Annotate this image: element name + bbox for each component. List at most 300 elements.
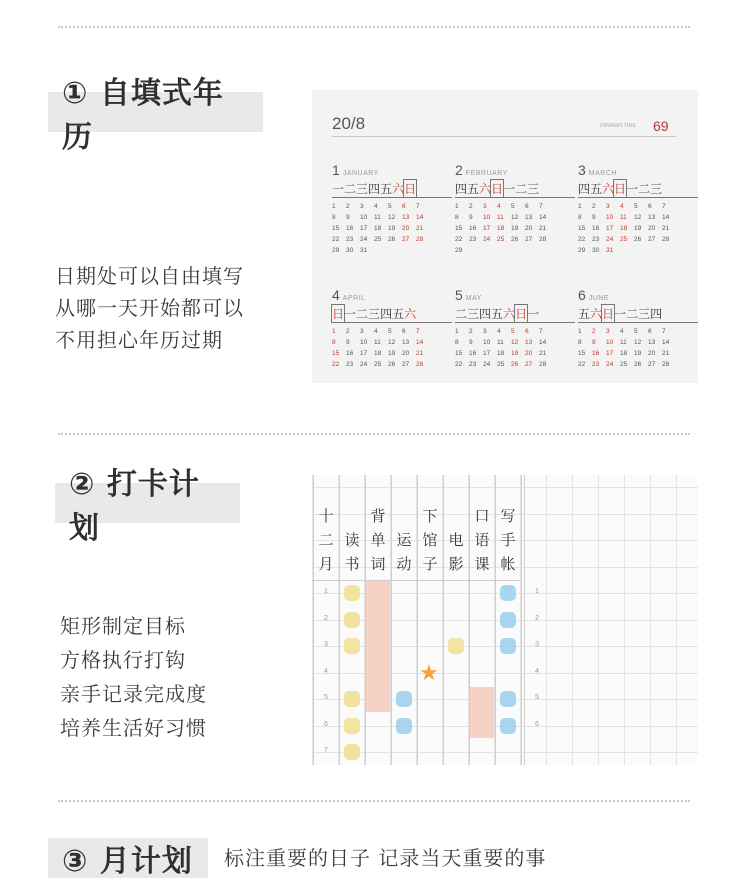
header-divider bbox=[312, 580, 522, 581]
day-number: 10 bbox=[606, 214, 614, 221]
description-line: 培养生活好习惯 bbox=[60, 716, 207, 740]
weekday-label: 一 bbox=[527, 307, 540, 321]
day-number: 1 bbox=[455, 203, 459, 210]
weekday-label: 一 bbox=[503, 182, 516, 196]
header-char: 二 bbox=[318, 532, 334, 549]
calendar-month bbox=[455, 287, 575, 368]
day-number: 27 bbox=[648, 361, 656, 368]
day-number: 5 bbox=[511, 328, 515, 335]
row-number: 3 bbox=[535, 641, 539, 648]
day-grid bbox=[455, 328, 575, 368]
day-number: 11 bbox=[374, 214, 381, 221]
day-number: 10 bbox=[483, 339, 491, 346]
check-mark bbox=[344, 744, 360, 760]
weekday-label: 四 bbox=[479, 307, 492, 321]
header-char bbox=[391, 505, 417, 529]
day-number: 15 bbox=[455, 225, 463, 232]
day-number: 22 bbox=[578, 361, 586, 368]
day-number: 27 bbox=[525, 236, 533, 243]
day-number: 19 bbox=[511, 350, 519, 357]
day-number: 12 bbox=[388, 339, 396, 346]
weekday-label: 五 bbox=[578, 307, 591, 321]
day-number: 28 bbox=[539, 361, 547, 368]
checkin-column-header bbox=[417, 505, 443, 577]
day-number: 11 bbox=[497, 214, 504, 221]
day-number: 11 bbox=[620, 214, 627, 221]
day-number: 4 bbox=[620, 203, 624, 210]
row-number: 6 bbox=[535, 720, 539, 728]
header-char: 单 bbox=[370, 532, 386, 549]
day-number: 14 bbox=[662, 339, 670, 346]
day-number: 31 bbox=[606, 247, 614, 254]
day-number: 24 bbox=[483, 236, 491, 243]
calendar-page-number: 69 bbox=[653, 118, 669, 134]
description-line: 方格执行打钩 bbox=[60, 648, 186, 672]
day-number: 16 bbox=[592, 225, 600, 232]
weekday-label: 五 bbox=[491, 307, 504, 321]
weekday-label: 六 bbox=[404, 307, 417, 321]
day-number: 17 bbox=[606, 350, 614, 357]
weekday-label: 日 bbox=[404, 182, 417, 196]
weekday-label: 二 bbox=[344, 182, 357, 196]
header-char: 语 bbox=[474, 532, 490, 549]
weekday-label: 二 bbox=[638, 182, 651, 196]
header-char: 手 bbox=[500, 532, 516, 549]
day-number: 2 bbox=[469, 328, 473, 335]
day-number: 27 bbox=[648, 236, 656, 243]
header-char: 帐 bbox=[500, 556, 516, 573]
day-number: 18 bbox=[374, 350, 382, 357]
weekday-row bbox=[455, 180, 575, 198]
description-line: 日期处可以自由填写 bbox=[55, 264, 244, 288]
day-number: 13 bbox=[525, 214, 533, 221]
weekday-label: 二 bbox=[356, 307, 369, 321]
check-mark bbox=[500, 612, 516, 628]
checkin-plan-photo bbox=[312, 475, 698, 765]
day-number: 2 bbox=[592, 203, 596, 210]
day-number: 12 bbox=[511, 214, 519, 221]
day-number: 19 bbox=[634, 350, 642, 357]
row-number: 1 bbox=[535, 588, 539, 595]
day-number: 6 bbox=[648, 203, 652, 210]
header-char: 十 bbox=[318, 508, 334, 525]
day-number: 6 bbox=[402, 328, 406, 335]
day-number: 23 bbox=[592, 236, 600, 243]
day-number: 20 bbox=[648, 350, 656, 357]
day-number: 3 bbox=[606, 203, 610, 210]
day-number: 2 bbox=[346, 328, 350, 335]
weekday-label: 六 bbox=[503, 307, 516, 321]
grid-line bbox=[598, 475, 599, 765]
check-mark bbox=[500, 691, 516, 707]
grid-line bbox=[624, 475, 625, 765]
section-description-month: 标注重要的日子 记录当天重要的事 bbox=[224, 846, 547, 870]
day-number: 24 bbox=[606, 361, 614, 368]
day-number: 26 bbox=[388, 236, 396, 243]
day-number: 23 bbox=[346, 361, 354, 368]
day-number: 22 bbox=[455, 361, 463, 368]
day-number: 7 bbox=[416, 328, 420, 335]
weekday-label: 六 bbox=[602, 182, 615, 196]
day-number: 5 bbox=[511, 203, 515, 210]
weekday-label: 一 bbox=[332, 182, 345, 196]
weekday-label: 二 bbox=[626, 307, 639, 321]
calendar-month bbox=[578, 287, 698, 368]
weekday-label: 一 bbox=[626, 182, 639, 196]
day-number: 20 bbox=[648, 225, 656, 232]
day-number: 14 bbox=[416, 214, 424, 221]
day-number: 15 bbox=[455, 350, 463, 357]
day-number: 22 bbox=[578, 236, 586, 243]
row-number: 3 bbox=[324, 641, 328, 648]
day-number: 27 bbox=[402, 361, 410, 368]
header-char: 影 bbox=[448, 556, 464, 573]
day-number: 11 bbox=[374, 339, 381, 346]
weekday-row bbox=[578, 180, 698, 198]
day-number: 25 bbox=[497, 361, 505, 368]
header-char: 读 bbox=[344, 532, 360, 549]
check-mark bbox=[344, 612, 360, 628]
checkin-column-header bbox=[313, 505, 339, 577]
row-number: 2 bbox=[324, 614, 328, 622]
month-header: 6 JUNE bbox=[578, 287, 610, 303]
day-number: 21 bbox=[416, 225, 424, 232]
year-underline bbox=[332, 136, 676, 137]
day-number: 14 bbox=[539, 339, 547, 346]
header-char bbox=[339, 505, 365, 529]
day-number: 8 bbox=[332, 214, 336, 221]
day-number: 27 bbox=[402, 236, 410, 243]
day-number: 20 bbox=[525, 350, 533, 357]
day-number: 22 bbox=[332, 361, 340, 368]
weekday-label: 六 bbox=[479, 182, 492, 196]
day-number: 4 bbox=[497, 203, 501, 210]
day-number: 5 bbox=[388, 328, 392, 335]
day-number: 3 bbox=[360, 203, 364, 210]
grid-line bbox=[312, 487, 698, 488]
day-number: 31 bbox=[360, 247, 368, 254]
day-number: 22 bbox=[332, 236, 340, 243]
day-number: 11 bbox=[620, 339, 627, 346]
day-grid bbox=[332, 203, 452, 254]
day-number: 23 bbox=[592, 361, 600, 368]
day-number: 11 bbox=[497, 339, 504, 346]
day-number: 5 bbox=[634, 203, 638, 210]
weekday-label: 四 bbox=[578, 182, 591, 196]
weekday-label: 六 bbox=[392, 182, 405, 196]
day-number: 9 bbox=[346, 339, 350, 346]
day-number: 3 bbox=[360, 328, 364, 335]
checkin-column-header bbox=[339, 505, 365, 577]
separator bbox=[58, 26, 690, 28]
year-calendar-photo bbox=[312, 90, 698, 383]
day-number: 17 bbox=[360, 225, 368, 232]
day-number: 28 bbox=[416, 236, 424, 243]
day-number: 24 bbox=[483, 361, 491, 368]
day-number: 30 bbox=[592, 247, 600, 254]
weekday-label: 五 bbox=[392, 307, 405, 321]
day-number: 3 bbox=[606, 328, 610, 335]
day-number: 8 bbox=[578, 339, 582, 346]
day-number: 13 bbox=[648, 214, 656, 221]
day-number: 21 bbox=[662, 350, 670, 357]
day-number: 10 bbox=[483, 214, 491, 221]
check-mark bbox=[344, 718, 360, 734]
separator bbox=[58, 800, 690, 802]
day-number: 8 bbox=[455, 339, 459, 346]
day-number: 6 bbox=[648, 328, 652, 335]
day-number: 29 bbox=[332, 247, 340, 254]
day-number: 7 bbox=[539, 328, 543, 335]
weekday-label: 六 bbox=[590, 307, 603, 321]
weekday-row bbox=[332, 305, 452, 323]
header-char: 动 bbox=[396, 556, 412, 573]
day-number: 25 bbox=[620, 236, 628, 243]
header-char: 下 bbox=[422, 508, 438, 525]
day-number: 4 bbox=[497, 328, 501, 335]
day-number: 15 bbox=[332, 350, 340, 357]
grid-line bbox=[676, 475, 677, 765]
day-number: 12 bbox=[511, 339, 519, 346]
month-header: 3 MARCH bbox=[578, 162, 617, 178]
day-number: 16 bbox=[346, 225, 354, 232]
day-number: 15 bbox=[578, 350, 586, 357]
day-number: 26 bbox=[511, 236, 519, 243]
day-number: 26 bbox=[634, 236, 642, 243]
day-number: 15 bbox=[332, 225, 340, 232]
checkin-column-header bbox=[469, 505, 495, 577]
weekday-label: 一 bbox=[614, 307, 627, 321]
day-number: 9 bbox=[469, 339, 473, 346]
day-number: 2 bbox=[469, 203, 473, 210]
day-number: 27 bbox=[525, 361, 533, 368]
header-char: 电 bbox=[448, 532, 464, 549]
header-char: 运 bbox=[396, 532, 412, 549]
day-number: 19 bbox=[634, 225, 642, 232]
day-number: 7 bbox=[662, 328, 666, 335]
weekday-label: 五 bbox=[467, 182, 480, 196]
day-number: 14 bbox=[539, 214, 547, 221]
row-number: 6 bbox=[324, 720, 328, 728]
day-grid bbox=[578, 328, 698, 368]
day-number: 8 bbox=[332, 339, 336, 346]
section-description-checkin bbox=[60, 609, 207, 745]
weekday-label: 三 bbox=[368, 307, 381, 321]
day-number: 15 bbox=[578, 225, 586, 232]
day-number: 2 bbox=[592, 328, 596, 335]
checkin-column-header bbox=[443, 505, 469, 577]
day-number: 24 bbox=[360, 361, 368, 368]
description-line: 从哪一天开始都可以 bbox=[55, 296, 244, 320]
checkin-column-header bbox=[495, 505, 521, 577]
day-number: 19 bbox=[388, 225, 396, 232]
weekday-label: 一 bbox=[344, 307, 357, 321]
day-number: 28 bbox=[662, 236, 670, 243]
weekday-label: 日 bbox=[515, 307, 528, 321]
day-number: 26 bbox=[511, 361, 519, 368]
day-number: 25 bbox=[374, 236, 382, 243]
day-number: 21 bbox=[539, 225, 547, 232]
header-char: 课 bbox=[474, 556, 490, 573]
header-char: 月 bbox=[318, 556, 334, 573]
day-number: 1 bbox=[332, 203, 336, 210]
calendar-month bbox=[332, 162, 452, 254]
day-number: 26 bbox=[388, 361, 396, 368]
day-number: 5 bbox=[388, 203, 392, 210]
day-number: 28 bbox=[416, 361, 424, 368]
weekday-label: 二 bbox=[455, 307, 468, 321]
weekday-label: 三 bbox=[527, 182, 540, 196]
day-number: 21 bbox=[416, 350, 424, 357]
day-number: 14 bbox=[416, 339, 424, 346]
day-number: 8 bbox=[455, 214, 459, 221]
weekday-row bbox=[455, 305, 575, 323]
day-number: 20 bbox=[402, 225, 410, 232]
section-description-calendar bbox=[55, 260, 244, 356]
header-char: 口 bbox=[474, 508, 490, 525]
day-number: 16 bbox=[346, 350, 354, 357]
day-number: 29 bbox=[455, 247, 463, 254]
day-number: 7 bbox=[416, 203, 420, 210]
day-number: 7 bbox=[662, 203, 666, 210]
header-char: 词 bbox=[370, 556, 386, 573]
day-number: 22 bbox=[455, 236, 463, 243]
day-number: 26 bbox=[634, 361, 642, 368]
day-number: 17 bbox=[483, 225, 491, 232]
day-number: 2 bbox=[346, 203, 350, 210]
progress-bar bbox=[470, 687, 494, 738]
day-number: 29 bbox=[578, 247, 586, 254]
day-number: 20 bbox=[525, 225, 533, 232]
weekday-label: 日 bbox=[491, 182, 504, 196]
day-number: 13 bbox=[525, 339, 533, 346]
header-char: 馆 bbox=[422, 532, 438, 549]
weekday-label: 三 bbox=[650, 182, 663, 196]
day-number: 23 bbox=[346, 236, 354, 243]
grid-line bbox=[312, 752, 698, 753]
weekday-row bbox=[578, 305, 698, 323]
day-number: 9 bbox=[469, 214, 473, 221]
weekday-label: 四 bbox=[455, 182, 468, 196]
day-number: 25 bbox=[497, 236, 505, 243]
check-mark bbox=[500, 638, 516, 654]
description-line: 矩形制定目标 bbox=[60, 614, 186, 638]
description-line: 亲手记录完成度 bbox=[60, 682, 207, 706]
check-mark bbox=[344, 691, 360, 707]
day-number: 1 bbox=[455, 328, 459, 335]
weekday-label: 四 bbox=[650, 307, 663, 321]
day-number: 4 bbox=[620, 328, 624, 335]
checkin-column-header bbox=[391, 505, 417, 577]
separator bbox=[58, 433, 690, 435]
description-line: 不用担心年历过期 bbox=[55, 328, 223, 352]
day-number: 1 bbox=[332, 328, 336, 335]
day-number: 9 bbox=[592, 339, 596, 346]
weekday-label: 四 bbox=[380, 307, 393, 321]
check-mark bbox=[344, 638, 360, 654]
weekday-label: 三 bbox=[638, 307, 651, 321]
checkin-column-header bbox=[365, 505, 391, 577]
calendar-month bbox=[332, 287, 452, 368]
day-number: 10 bbox=[360, 339, 368, 346]
day-number: 25 bbox=[374, 361, 382, 368]
day-number: 6 bbox=[525, 328, 529, 335]
day-number: 4 bbox=[374, 203, 378, 210]
day-number: 19 bbox=[388, 350, 396, 357]
day-number: 21 bbox=[539, 350, 547, 357]
weekday-label: 日 bbox=[332, 307, 345, 321]
day-number: 1 bbox=[578, 328, 582, 335]
check-mark bbox=[500, 718, 516, 734]
row-number: 2 bbox=[535, 614, 539, 622]
day-number: 17 bbox=[606, 225, 614, 232]
month-header: 2 FEBRUARY bbox=[455, 162, 508, 178]
check-mark bbox=[500, 585, 516, 601]
calendar-tiny-text: DRWEMS TIME bbox=[600, 123, 636, 129]
weekday-label: 日 bbox=[602, 307, 615, 321]
day-number: 16 bbox=[469, 225, 477, 232]
day-grid bbox=[455, 203, 575, 254]
day-number: 17 bbox=[483, 350, 491, 357]
day-number: 6 bbox=[525, 203, 529, 210]
row-number: 1 bbox=[324, 588, 328, 595]
weekday-label: 日 bbox=[614, 182, 627, 196]
header-char: 背 bbox=[370, 508, 386, 525]
day-grid bbox=[332, 328, 452, 368]
day-number: 18 bbox=[620, 350, 628, 357]
day-number: 19 bbox=[511, 225, 519, 232]
month-header: 5 MAY bbox=[455, 287, 482, 303]
weekday-label: 五 bbox=[590, 182, 603, 196]
calendar-month bbox=[578, 162, 698, 254]
section-title-month: ③ 月计划 bbox=[48, 838, 208, 878]
weekday-row bbox=[332, 180, 452, 198]
day-number: 12 bbox=[634, 339, 642, 346]
day-number: 9 bbox=[346, 214, 350, 221]
day-number: 28 bbox=[662, 361, 670, 368]
day-grid bbox=[578, 203, 698, 254]
day-number: 25 bbox=[620, 361, 628, 368]
day-number: 18 bbox=[497, 225, 505, 232]
day-number: 12 bbox=[634, 214, 642, 221]
month-header: 4 APRIL bbox=[332, 287, 366, 303]
day-number: 18 bbox=[374, 225, 382, 232]
row-number: 4 bbox=[324, 667, 328, 675]
day-number: 8 bbox=[578, 214, 582, 221]
day-number: 24 bbox=[606, 236, 614, 243]
row-number: 5 bbox=[324, 694, 328, 701]
day-number: 13 bbox=[402, 339, 410, 346]
day-number: 9 bbox=[592, 214, 596, 221]
section-title-checkin: ② 打卡计划 bbox=[55, 483, 240, 523]
weekday-label: 二 bbox=[515, 182, 528, 196]
column-divider bbox=[521, 475, 522, 765]
day-number: 28 bbox=[539, 236, 547, 243]
day-number: 21 bbox=[662, 225, 670, 232]
day-number: 16 bbox=[469, 350, 477, 357]
day-number: 20 bbox=[402, 350, 410, 357]
day-number: 7 bbox=[539, 203, 543, 210]
header-char: 书 bbox=[344, 556, 360, 573]
check-mark bbox=[396, 718, 412, 734]
day-number: 23 bbox=[469, 361, 477, 368]
check-mark bbox=[344, 585, 360, 601]
day-number: 1 bbox=[578, 203, 582, 210]
grid-line bbox=[572, 475, 573, 765]
day-number: 10 bbox=[360, 214, 368, 221]
day-number: 12 bbox=[388, 214, 396, 221]
day-number: 30 bbox=[346, 247, 354, 254]
